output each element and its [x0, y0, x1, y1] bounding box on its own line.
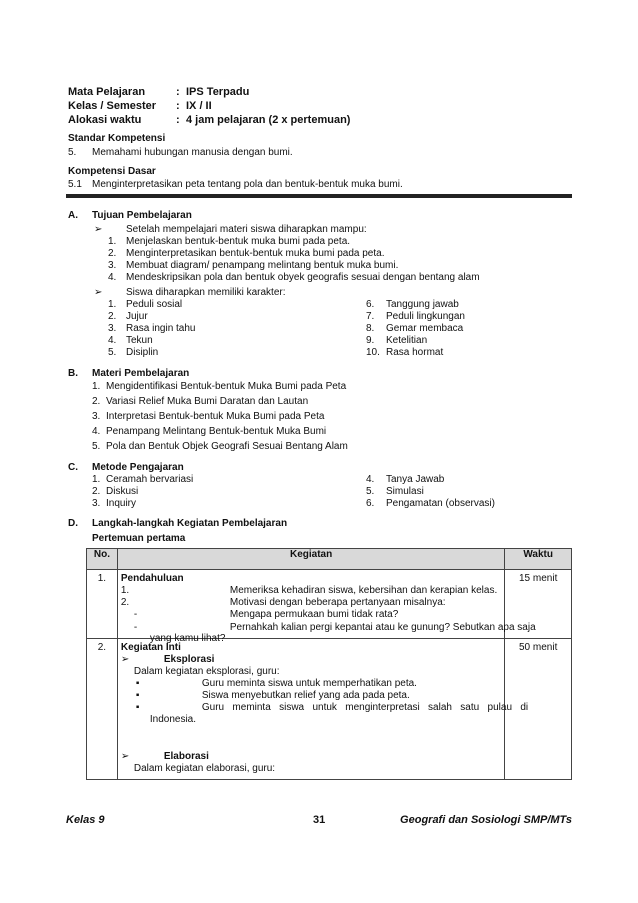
step-num: 2.: [120, 597, 130, 608]
metode-item: Ceramah bervariasi: [106, 474, 194, 485]
character-item: Tekun: [126, 335, 153, 346]
character-item: Tanggung jawab: [386, 299, 459, 310]
elaborasi-intro: Dalam kegiatan elaborasi, guru:: [133, 763, 276, 774]
metode-num: 5.: [366, 486, 375, 497]
row-time: 50 menit: [519, 642, 558, 653]
header-value: IX / II: [186, 100, 212, 112]
header-no: No.: [87, 549, 118, 570]
row-no: 1.: [97, 573, 107, 584]
character-item: Rasa hormat: [386, 347, 444, 358]
header-colon: :: [176, 114, 180, 126]
row-kegiatan-cell: [117, 639, 529, 780]
character-item: Peduli lingkungan: [386, 311, 465, 322]
materi-num: 3.: [92, 411, 101, 422]
goal-num: 2.: [108, 248, 117, 259]
materi-item: Pola dan Bentuk Objek Geografi Sesuai Bentang Alam: [106, 441, 348, 452]
header-key: Mata Pelajaran: [68, 86, 146, 98]
metode-num: 3.: [92, 498, 101, 509]
header-value: IPS Terpadu: [186, 86, 250, 98]
kompetensi-num: 5.1: [68, 179, 82, 190]
metode-item: Tanya Jawab: [386, 474, 445, 485]
materi-item: Interpretasi Bentuk-bentuk Muka Bumi pada Peta: [106, 411, 325, 422]
goal-num: 4.: [108, 272, 117, 283]
square-bullet-icon: ▪: [135, 678, 140, 689]
eksplorasi-title: Eksplorasi: [163, 654, 215, 665]
eksplorasi-item: Guru meminta siswa untuk memperhatikan peta.: [201, 678, 417, 689]
goal-item: Menginterpretasikan bentuk-bentuk muka bumi pada peta.: [126, 248, 385, 259]
section-d-subtitle: Pertemuan pertama: [92, 533, 186, 544]
character-item: Rasa ingin tahu: [126, 323, 196, 334]
page-number: 31: [313, 814, 326, 826]
char-num: 2.: [108, 311, 117, 322]
char-num: 4.: [108, 335, 117, 346]
materi-num: 1.: [92, 381, 101, 392]
header-key: Alokasi waktu: [68, 114, 142, 126]
step-num: 1.: [120, 585, 130, 596]
row-title: Pendahuluan: [120, 573, 184, 584]
arrow-bullet-icon: ➢: [94, 287, 103, 298]
goal-num: 1.: [108, 236, 117, 247]
header-colon: :: [176, 86, 180, 98]
elaborasi-title: Elaborasi: [163, 751, 209, 762]
question-dash: -: [133, 622, 138, 633]
arrow-bullet-icon: ➢: [120, 654, 130, 665]
char-num: 5.: [108, 347, 117, 358]
header-colon: :: [176, 100, 180, 112]
char-num: 9.: [366, 335, 375, 346]
materi-num: 4.: [92, 426, 101, 437]
character-item: Ketelitian: [386, 335, 428, 346]
metode-num: 2.: [92, 486, 101, 497]
eksplorasi-item-cont: Indonesia.: [149, 714, 197, 725]
table-row: [87, 570, 572, 639]
char-num: 1.: [108, 299, 117, 310]
metode-num: 4.: [366, 474, 375, 485]
section-c-letter: C.: [68, 462, 78, 473]
goal-num: 3.: [108, 260, 117, 271]
section-a-letter: A.: [68, 210, 78, 221]
character-item: Gemar membaca: [386, 323, 464, 334]
section-d-title: Langkah-langkah Kegiatan Pembelajaran: [92, 518, 288, 529]
square-bullet-icon: ▪: [135, 702, 140, 713]
square-bullet-icon: ▪: [135, 690, 140, 701]
section-a-title: Tujuan Pembelajaran: [92, 210, 192, 221]
char-num: 6.: [366, 299, 375, 310]
goal-item: Mendeskripsikan pola dan bentuk obyek geografis sesuai dengan bentang alam: [126, 272, 480, 283]
row-time: 15 menit: [519, 573, 558, 584]
arrow-bullet-icon: ➢: [94, 224, 103, 235]
row-no-cell: [87, 639, 118, 780]
char-num: 10.: [366, 347, 380, 358]
table-row: [87, 639, 572, 780]
char-num: 8.: [366, 323, 375, 334]
question-text-cont: yang kamu lihat?: [149, 633, 226, 644]
section-a-intro2: Siswa diharapkan memiliki karakter:: [126, 287, 286, 298]
metode-num: 6.: [366, 498, 375, 509]
char-num: 3.: [108, 323, 117, 334]
kompetensi-text: Menginterpretasikan peta tentang pola dan bentuk-bentuk muka bumi.: [92, 179, 403, 190]
header-key: Kelas / Semester: [68, 100, 157, 112]
row-no-cell: [87, 570, 118, 639]
materi-num: 5.: [92, 441, 101, 452]
footer-left: Kelas 9: [66, 814, 105, 826]
row-no: 2.: [97, 642, 107, 653]
footer-right: Geografi dan Sosiologi SMP/MTs: [400, 814, 572, 826]
metode-item: Inquiry: [106, 498, 137, 509]
materi-item: Variasi Relief Muka Bumi Daratan dan Lautan: [106, 396, 309, 407]
standar-num: 5.: [68, 147, 77, 158]
arrow-bullet-icon: ➢: [120, 751, 130, 762]
metode-item: Simulasi: [386, 486, 424, 497]
eksplorasi-item: Siswa menyebutkan relief yang ada pada peta.: [201, 690, 410, 701]
metode-item: Pengamatan (observasi): [386, 498, 495, 509]
section-a-intro1: Setelah mempelajari materi siswa diharapkan mampu:: [126, 224, 367, 235]
question-text: Mengapa permukaan bumi tidak rata?: [229, 609, 399, 620]
step-text: Memeriksa kehadiran siswa, kebersihan dan kerapian kelas.: [229, 585, 498, 596]
eksplorasi-intro: Dalam kegiatan eksplorasi, guru:: [133, 666, 280, 677]
metode-item: Diskusi: [106, 486, 139, 497]
step-text: Motivasi dengan beberapa pertanyaan misalnya:: [229, 597, 446, 608]
goal-item: Menjelaskan bentuk-bentuk muka bumi pada peta.: [126, 236, 351, 247]
character-item: Disiplin: [126, 347, 159, 358]
question-text: Pernahkah kalian pergi kepantai atau ke gunung? Sebutkan apa saja: [229, 622, 536, 633]
section-b-letter: B.: [68, 368, 78, 379]
standar-text: Memahami hubungan manusia dengan bumi.: [92, 147, 293, 158]
char-num: 7.: [366, 311, 375, 322]
header-kegiatan: Kegiatan: [117, 549, 505, 570]
kompetensi-title: Kompetensi Dasar: [68, 166, 156, 177]
materi-item: Mengidentifikasi Bentuk-bentuk Muka Bumi pada Peta: [106, 381, 347, 392]
table-header-row: [87, 549, 572, 570]
character-item: Jujur: [126, 311, 148, 322]
eksplorasi-item: Guru meminta siswa untuk menginterpretasi salah satu pulau di: [201, 702, 529, 713]
section-b-title: Materi Pembelajaran: [92, 368, 190, 379]
standar-title: Standar Kompetensi: [68, 133, 166, 144]
activity-table: [86, 548, 572, 780]
materi-num: 2.: [92, 396, 101, 407]
section-c-title: Metode Pengajaran: [92, 462, 184, 473]
row-kegiatan-cell: [117, 570, 536, 644]
question-dash: -: [133, 609, 138, 620]
character-item: Peduli sosial: [126, 299, 183, 310]
row-title: Kegiatan Inti: [120, 642, 181, 653]
divider-rule: [66, 194, 572, 198]
metode-num: 1.: [92, 474, 101, 485]
section-d-letter: D.: [68, 518, 78, 529]
header-value: 4 jam pelajaran (2 x pertemuan): [186, 114, 351, 126]
materi-item: Penampang Melintang Bentuk-bentuk Muka Bumi: [106, 426, 327, 437]
goal-item: Membuat diagram/ penampang melintang bentuk muka bumi.: [126, 260, 399, 271]
header-waktu: Waktu: [505, 549, 572, 570]
